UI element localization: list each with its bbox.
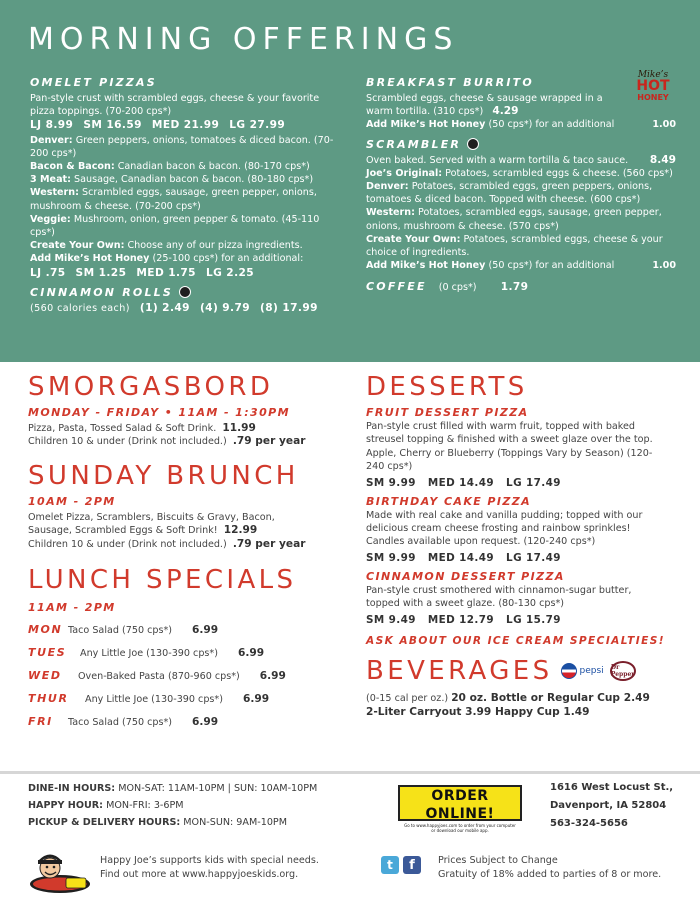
omelet-desc: Pan-style crust with scrambled eggs, cheese & your favorite pizza toppings. (70-200 cps*): [30, 93, 320, 118]
item-text: Potatoes, scrambled eggs, green peppers, onions, tomatoes & diced bacon. Topped with cheese. (600 cps*): [366, 181, 653, 206]
burrito-desc-text: Scrambled eggs, cheese & sausage wrapped in a warm tortilla. (310 cps*): [366, 93, 603, 118]
scrambler-heading-text: SCRAMBLER: [366, 137, 462, 151]
price: LJ .75: [30, 266, 66, 279]
omelet-item: [30, 173, 345, 186]
omelet-item: [30, 186, 345, 212]
item-text: Potatoes, scrambled eggs & cheese. (560 cps*): [442, 167, 673, 179]
street-address: 1616 West Locust St.,: [550, 782, 674, 793]
omelet-heading: OMELET PIZZAS: [30, 76, 157, 89]
order-online-label: ORDER ONLINE!: [425, 788, 495, 822]
smorgasbord-line: [28, 422, 348, 435]
lunch-item: Taco Salad (750 cps*): [68, 717, 173, 729]
morning-offerings-section: [0, 0, 700, 362]
item-name: Joe’s Original:: [366, 167, 443, 179]
item-name: 3 Meat:: [30, 174, 71, 186]
lunch-price: 6.99: [192, 624, 219, 637]
lunch-price: 6.99: [242, 693, 270, 706]
smorgasbord-desc: Pizza, Pasta, Tossed Salad & Soft Drink.: [28, 423, 217, 434]
omelet-item: [30, 134, 345, 160]
honey-text: (50 cps*) for an additional: [485, 119, 615, 131]
smorgasbord-price: 11.99: [222, 422, 256, 434]
brunch-children: [28, 538, 348, 551]
lunch-row: [28, 665, 348, 688]
lunch-row: [28, 642, 348, 665]
price: (1) 2.49: [139, 301, 190, 314]
moon-icon: [467, 138, 479, 150]
morning-title: MORNING OFFERINGS: [28, 22, 459, 57]
coffee-price: 1.79: [500, 281, 529, 294]
hours-label: DINE-IN HOURS:: [28, 783, 116, 794]
price: SM 9.99: [366, 551, 416, 564]
lunch-item: Taco Salad (750 cps*): [68, 625, 173, 637]
lunch-specials-title: LUNCH SPECIALS: [28, 565, 297, 596]
cinnamon-calories: (560 calories each): [30, 302, 130, 314]
honey-prices: [30, 267, 345, 280]
lunch-price: 6.99: [192, 716, 219, 729]
children-text: Children 10 & under (Drink not included.): [28, 538, 227, 550]
hours-block: [28, 780, 317, 831]
price: SM 16.59: [83, 119, 142, 132]
logo-hot: HOT: [636, 78, 670, 94]
beverages-heading-row: [366, 656, 686, 686]
burrito-price: 4.29: [492, 105, 519, 118]
morning-left-column: [30, 76, 345, 316]
item-text: Green peppers, onions, tomatoes & diced bacon. (70-200 cps*): [30, 134, 334, 159]
item-name: Western:: [366, 207, 415, 219]
item-text: Sausage, Canadian bacon & bacon. (80-180 cps*): [70, 174, 314, 186]
bev-calories: (0-15 cal per oz.): [366, 692, 449, 704]
scrambler-intro: [366, 154, 676, 167]
honey-price: 1.00: [652, 119, 676, 131]
price: LJ 8.99: [30, 119, 74, 132]
happy-joes-logo: [28, 850, 92, 896]
price-notes: [438, 854, 661, 881]
omelet-item: [30, 213, 345, 239]
item-text: Mushroom, onion, green pepper & tomato. (45-110 cps*): [30, 213, 320, 239]
children-text: Children 10 & under (Drink not included.): [28, 436, 227, 448]
price: MED 21.99: [151, 119, 220, 132]
brunch-hours: 10AM - 2PM: [28, 494, 116, 508]
footer-divider: [0, 771, 700, 774]
twitter-icon[interactable]: t: [381, 856, 399, 874]
beverages-title: BEVERAGES: [366, 655, 553, 686]
price: LG 2.25: [205, 266, 255, 279]
dessert-desc: Made with real cake and vanilla pudding; topped with our delicious cream cheese frosting and rainbow sprinkles! Candles available upon request. (120-240 cps*): [366, 509, 643, 548]
item-text: Choose any of our pizza ingredients.: [124, 240, 303, 252]
phone-number[interactable]: 563-324-5656: [550, 818, 628, 829]
cinnamon-heading-text: CINNAMON ROLLS: [30, 285, 173, 299]
order-online-subtext: Go to www.happyjoes.com to order from your computer or download our mobile app.: [404, 823, 516, 833]
children-price: .79 per year: [232, 537, 306, 550]
beverage-line1: [366, 692, 686, 705]
morning-right-column: [366, 76, 676, 297]
scrambler-item: [366, 167, 676, 180]
logo-script: Mike’s: [637, 70, 669, 80]
children-price: .79 per year: [232, 435, 306, 448]
coffee-calories: (0 cps*): [438, 282, 477, 294]
price: SM 1.25: [75, 266, 127, 279]
mikes-hot-honey-logo: [632, 70, 674, 102]
pickup-hours: [28, 814, 317, 831]
honey-label: Add Mike’s Hot Honey: [366, 119, 486, 131]
lunch-item: Oven-Baked Pasta (870-960 cps*): [78, 671, 240, 683]
omelet-item: [30, 252, 345, 265]
item-name: Denver:: [366, 181, 409, 193]
price: (4) 9.79: [199, 301, 251, 314]
day: MON: [28, 623, 63, 637]
order-online-button[interactable]: [398, 785, 522, 833]
cinnamon-heading: [30, 286, 345, 300]
price: SM 9.99: [366, 476, 416, 489]
day: FRI: [28, 715, 53, 729]
item-name: Create Your Own:: [30, 240, 125, 252]
burrito-heading: BREAKFAST BURRITO: [366, 76, 534, 89]
dessert-prices: [366, 477, 686, 489]
honey-price: 1.00: [652, 260, 676, 272]
price: MED 1.75: [136, 266, 196, 279]
coffee-heading: COFFEE: [366, 280, 427, 294]
lunch-item: Any Little Joe (130-390 cps*): [85, 694, 223, 706]
pepsi-logo: [561, 663, 577, 679]
cinnamon-prices: [30, 302, 345, 315]
price: LG 27.99: [229, 119, 286, 132]
item-name: Add Mike’s Hot Honey: [30, 253, 150, 265]
kids-line2[interactable]: Find out more at www.happyjoeskids.org.: [100, 868, 299, 880]
item-name: Western:: [30, 187, 79, 199]
coffee-row: [366, 280, 676, 295]
omelet-item: [30, 160, 345, 173]
logo-honey: HONEY: [637, 93, 669, 102]
lunch-row: [28, 711, 348, 734]
facebook-icon[interactable]: f: [403, 856, 421, 874]
scrambler-price: 8.49: [649, 153, 676, 166]
price: LG 17.49: [506, 551, 561, 564]
price: (8) 17.99: [260, 301, 318, 314]
beverage-line2: 2-Liter Carryout 3.99 Happy Cup 1.49: [366, 706, 590, 719]
hours-value: MON-SAT: 11AM-10PM | SUN: 10AM-10PM: [115, 783, 318, 794]
hours-label: PICKUP & DELIVERY HOURS:: [28, 817, 181, 828]
day: TUES: [28, 646, 67, 660]
prices-subject-note: Prices Subject to Change: [438, 855, 558, 866]
sunday-brunch-title: SUNDAY BRUNCH: [28, 460, 299, 491]
kids-support-note: [100, 854, 319, 881]
brunch-price: 12.99: [223, 524, 258, 537]
lunch-item: Any Little Joe (130-390 cps*): [80, 648, 218, 660]
price: MED 14.49: [427, 476, 495, 489]
scrambler-item: [366, 233, 676, 259]
day: THUR: [28, 692, 69, 706]
price: LG 17.49: [506, 476, 561, 489]
dessert-name: FRUIT DESSERT PIZZA: [366, 406, 529, 419]
item-text: Scrambled eggs, sausage, green pepper, onions, mushroom & cheese. (70-200 cps*): [30, 187, 317, 212]
dessert-prices: [366, 552, 686, 564]
burrito-honey: [366, 118, 676, 131]
hours-label: HAPPY HOUR:: [28, 800, 104, 811]
desserts-title: DESSERTS: [366, 372, 528, 402]
item-text: Potatoes, scrambled eggs, sausage, green pepper, onions, mushroom & cheese. (570 cps*): [366, 207, 662, 232]
price: MED 14.49: [427, 551, 495, 564]
scrambler-honey: [366, 259, 676, 272]
hours-value: MON-FRI: 3-6PM: [103, 800, 184, 811]
smorgasbord-title: SMORGASBORD: [28, 372, 274, 402]
dessert-desc: Pan-style crust filled with warm fruit, topped with baked streusel topping & finished with a sweet glaze over the top. Apple, Cherry or Blueberry (Toppings Vary by Season) (120-240 cps*): [366, 421, 653, 473]
smorgasbord-children: [28, 435, 348, 448]
smorgasbord-hours: MONDAY - FRIDAY • 11AM - 1:30PM: [28, 406, 290, 419]
pepsi-wordmark: pepsi: [579, 665, 604, 676]
bev-bottle-price: 20 oz. Bottle or Regular Cup 2.49: [451, 691, 650, 704]
moon-icon: [179, 286, 191, 298]
gratuity-note: Gratuity of 18% added to parties of 8 or more.: [438, 868, 662, 880]
lunch-row: [28, 688, 348, 711]
omelet-item: [30, 239, 345, 252]
dessert-prices: [366, 614, 686, 626]
ice-cream-note: ASK ABOUT OUR ICE CREAM SPECIALTIES!: [366, 634, 666, 647]
hours-value: MON-SUN: 9AM-10PM: [180, 817, 287, 828]
price: MED 12.79: [427, 613, 495, 626]
happy-hour: [28, 797, 317, 814]
scrambler-intro-text: Oven baked. Served with a warm tortilla & taco sauce.: [366, 154, 629, 166]
brunch-line: [28, 511, 318, 538]
left-lower-column: [28, 372, 348, 734]
omelet-prices: [30, 119, 345, 132]
dessert-name: BIRTHDAY CAKE PIZZA: [366, 494, 532, 508]
lunch-hours: 11AM - 2PM: [28, 601, 116, 615]
lunch-price: 6.99: [259, 670, 286, 683]
price: SM 9.49: [366, 613, 416, 626]
item-name: Create Your Own:: [366, 233, 461, 245]
burrito-desc: [366, 92, 616, 118]
day: WED: [28, 669, 62, 683]
item-text: (25-100 cps*) for an additional:: [149, 253, 304, 265]
drpepper-logo: Dr Pepper: [610, 661, 636, 681]
item-text: Canadian bacon & bacon. (80-170 cps*): [114, 161, 310, 173]
dine-in-hours: [28, 780, 317, 797]
scrambler-item: [366, 180, 676, 206]
dessert-desc: Pan-style crust smothered with cinnamon-sugar butter, topped with a sweet glaze. (80-130 cps*): [366, 584, 632, 610]
kids-line1: Happy Joe’s supports kids with special needs.: [100, 855, 319, 866]
lunch-row: [28, 619, 348, 642]
item-name: Veggie:: [30, 213, 71, 225]
item-text: Potatoes, scrambled eggs, cheese & your choice of ingredients.: [366, 233, 663, 259]
scrambler-item: [366, 206, 676, 232]
right-lower-column: [366, 372, 686, 719]
price: LG 15.79: [506, 613, 561, 626]
honey-text: (50 cps*) for an additional: [485, 260, 615, 272]
address-block: [550, 779, 673, 833]
lunch-price: 6.99: [237, 647, 265, 660]
brunch-desc: Omelet Pizza, Scramblers, Biscuits & Gravy, Bacon, Sausage, Scrambled Eggs & Soft Drink!: [28, 511, 275, 537]
dessert-name: CINNAMON DESSERT PIZZA: [366, 569, 565, 583]
honey-label: Add Mike’s Hot Honey: [366, 260, 486, 272]
item-name: Bacon & Bacon:: [30, 161, 115, 173]
item-name: Denver:: [30, 134, 73, 146]
scrambler-heading: [366, 138, 676, 152]
city-state-zip: Davenport, IA 52804: [550, 800, 667, 811]
